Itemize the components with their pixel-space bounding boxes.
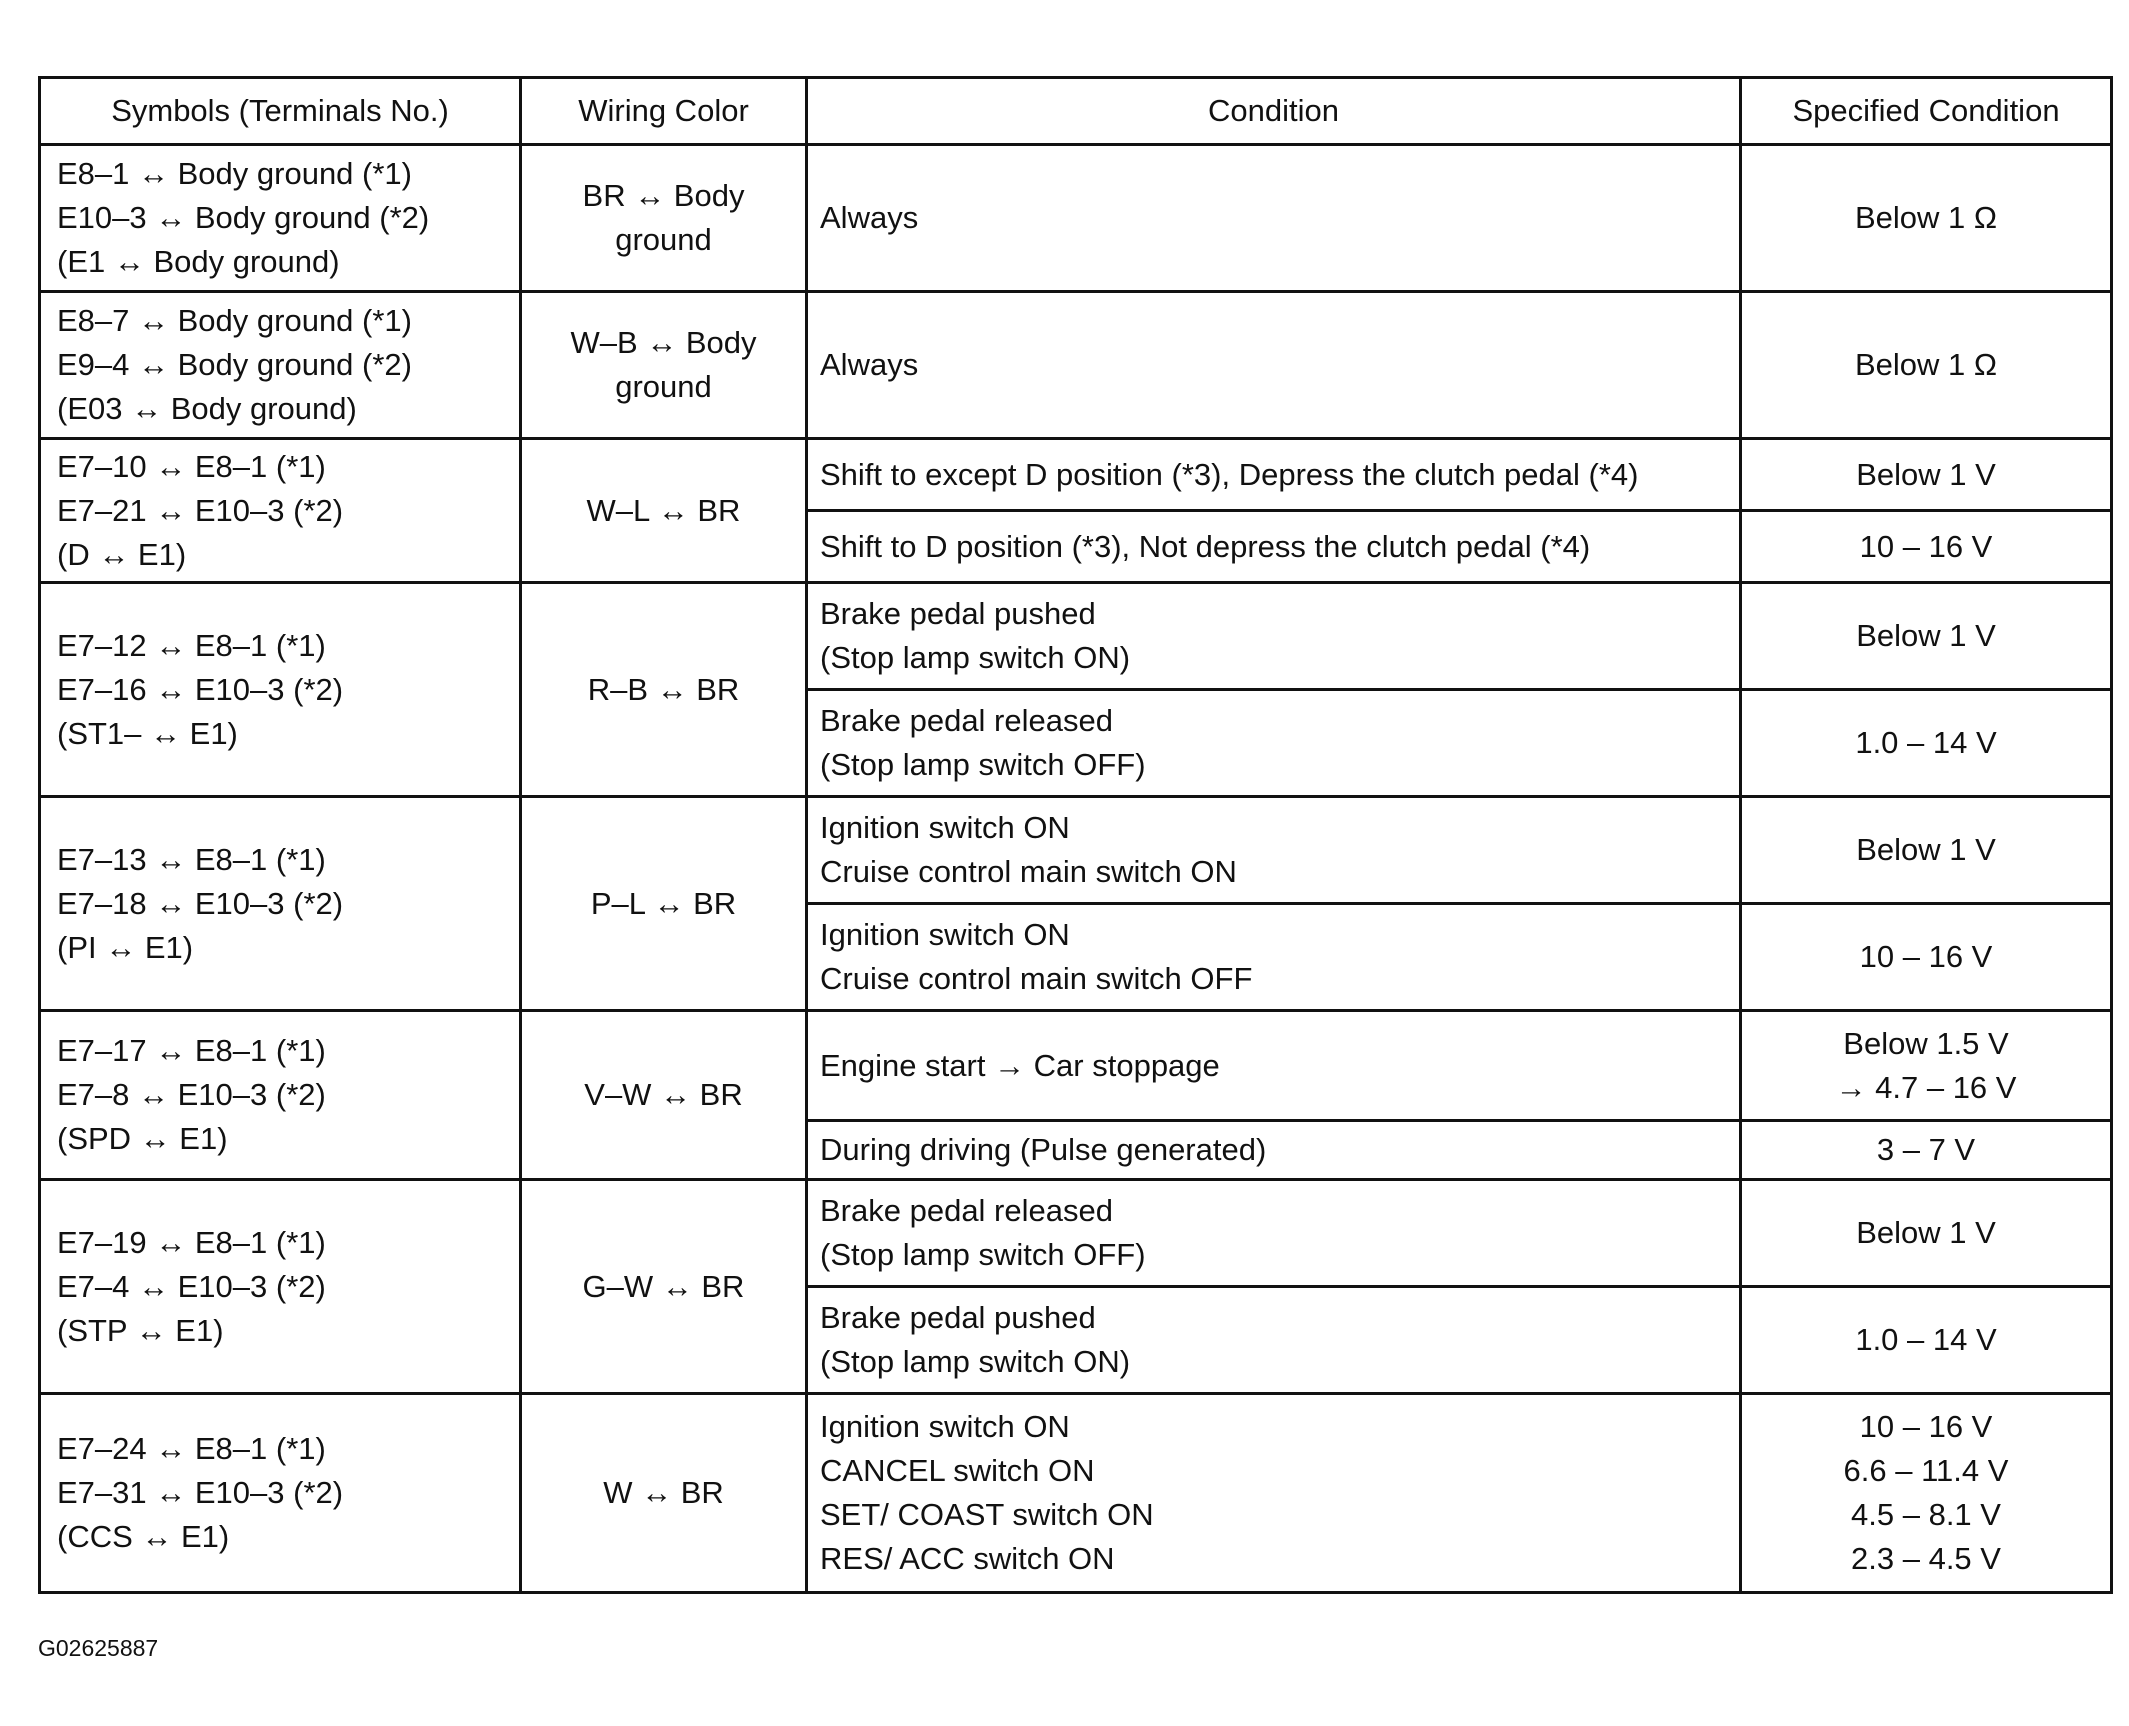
symbol-line: E7–24 ↔ E8–1 (*1) [57,1431,326,1466]
symbols-cell [40,439,521,583]
spec-line: 4.5 – 8.1 V [1851,1497,2001,1532]
symbols-cell [40,145,521,292]
table-row [40,1180,2112,1287]
condition-line: Brake pedal pushed [820,596,1096,631]
specified-condition-cell [1741,1180,2112,1287]
condition-line: (Stop lamp switch ON) [820,1344,1131,1379]
table-row [40,145,2112,292]
condition-line: Always [820,347,919,382]
symbol-line: (SPD ↔ E1) [57,1121,228,1156]
specified-condition-cell [1741,690,2112,797]
specified-condition-cell [1741,1394,2112,1593]
specified-condition-cell [1741,1121,2112,1180]
symbol-line: (D ↔ E1) [57,536,187,572]
spec-line: Below 1 V [1856,618,1996,653]
condition-cell [807,1011,1741,1121]
condition-line: (Stop lamp switch ON) [820,640,1131,675]
condition-line: RES/ ACC switch ON [820,1541,1115,1576]
spec-line: Below 1 Ω [1854,347,1998,382]
symbol-line: E8–7 ↔ Body ground (*1) [57,303,412,338]
spec-line: 6.6 – 11.4 V [1843,1453,2009,1488]
condition-line: Shift to D position (*3), Not depress the clutch pedal (*4) [820,528,1591,564]
symbol-line: (ST1– ↔ E1) [57,715,238,751]
condition-cell [807,292,1741,439]
symbols-cell [40,1394,521,1593]
header-wiring-color: Wiring Color [521,78,807,145]
symbol-line: E7–4 ↔ E10–3 (*2) [57,1268,326,1304]
symbol-line: E7–21 ↔ E10–3 (*2) [57,492,344,528]
condition-line: Ignition switch ON [820,917,1070,952]
symbol-line: E8–1 ↔ Body ground (*1) [57,156,412,191]
condition-line: (Stop lamp switch OFF) [820,1237,1146,1272]
symbol-line: E7–18 ↔ E10–3 (*2) [57,885,344,921]
wiring-color-cell [521,1180,807,1394]
spec-line: 10 – 16 V [1859,528,1993,564]
symbol-line: (CCS ↔ E1) [57,1519,230,1554]
spec-line: Below 1 V [1856,1215,1996,1250]
spec-line: 10 – 16 V [1859,939,1993,974]
condition-cell [807,583,1741,690]
condition-line: CANCEL switch ON [820,1453,1095,1488]
condition-line: Engine start → Car stoppage [820,1047,1220,1083]
symbol-line: E10–3 ↔ Body ground (*2) [57,200,430,235]
symbol-line: E7–16 ↔ E10–3 (*2) [57,671,344,707]
wiring-line: BR ↔ Body [582,178,745,213]
spec-line: 2.3 – 4.5 V [1851,1541,2001,1576]
spec-line: 1.0 – 14 V [1855,725,1997,760]
condition-cell [807,145,1741,292]
symbols-cell [40,583,521,797]
table-row [40,797,2112,904]
wiring-color-cell [521,292,807,439]
condition-cell [807,1121,1741,1180]
symbols-cell [40,1011,521,1180]
wiring-line: W–B ↔ Body [570,325,757,360]
symbol-line: E7–10 ↔ E8–1 (*1) [57,448,326,484]
symbols-cell [40,292,521,439]
table-row [40,583,2112,690]
wiring-line: P–L ↔ BR [590,885,737,921]
condition-cell [807,511,1741,583]
spec-line: Below 1 V [1856,832,1996,867]
condition-line: Brake pedal released [820,703,1113,738]
wiring-color-cell [521,1011,807,1180]
symbol-line: E9–4 ↔ Body ground (*2) [57,347,412,382]
condition-cell [807,1287,1741,1394]
wiring-line: W–L ↔ BR [586,492,741,528]
specified-condition-cell [1741,904,2112,1011]
spec-line: Below 1.5 V [1843,1025,2009,1061]
specified-condition-cell [1741,1287,2112,1394]
condition-line: SET/ COAST switch ON [820,1497,1154,1532]
condition-line: Ignition switch ON [820,810,1070,845]
wiring-color-cell [521,583,807,797]
specified-condition-cell [1741,511,2112,583]
specified-condition-cell [1741,292,2112,439]
condition-line: Ignition switch ON [820,1409,1070,1444]
condition-line: Shift to except D position (*3), Depress the clutch pedal (*4) [820,456,1639,492]
spec-line: 10 – 16 V [1859,1409,1993,1444]
symbol-line: E7–8 ↔ E10–3 (*2) [57,1077,326,1112]
condition-cell [807,439,1741,511]
symbol-line: (E03 ↔ Body ground) [57,391,357,426]
terminal-inspection-table [38,76,2113,1594]
figure-id-label: G02625887 [38,1635,159,1661]
condition-cell [807,797,1741,904]
table-row [40,1011,2112,1121]
wiring-color-cell [521,1394,807,1593]
wiring-line: R–B ↔ BR [587,671,740,707]
condition-cell [807,1180,1741,1287]
condition-line: Cruise control main switch OFF [820,961,1253,996]
condition-cell [807,904,1741,1011]
specified-condition-cell [1741,1011,2112,1121]
table-row [40,439,2112,511]
condition-line: Cruise control main switch ON [820,854,1237,889]
spec-line: 3 – 7 V [1876,1132,1976,1167]
condition-line: (Stop lamp switch OFF) [820,747,1146,782]
symbol-line: E7–13 ↔ E8–1 (*1) [57,841,326,877]
condition-line: Brake pedal pushed [820,1300,1096,1335]
specified-condition-cell [1741,797,2112,904]
header-condition: Condition [807,78,1741,145]
header-specified-condition: Specified Condition [1741,78,2112,145]
condition-cell [807,690,1741,797]
wiring-line: G–W ↔ BR [582,1268,745,1304]
spec-line: Below 1 Ω [1854,200,1998,235]
specified-condition-cell [1741,583,2112,690]
wiring-color-cell [521,797,807,1011]
table-row [40,292,2112,439]
spec-line: → 4.7 – 16 V [1835,1069,2017,1105]
condition-line: Brake pedal released [820,1193,1113,1228]
wiring-color-cell [521,145,807,292]
specified-condition-cell [1741,145,2112,292]
condition-cell [807,1394,1741,1593]
spec-line: 1.0 – 14 V [1855,1322,1997,1357]
header-row [40,78,2112,145]
symbol-line: E7–31 ↔ E10–3 (*2) [57,1475,344,1510]
wiring-color-cell [521,439,807,583]
symbol-line: (STP ↔ E1) [57,1312,224,1348]
header-symbols: Symbols (Terminals No.) [40,78,521,145]
condition-line: Always [820,200,919,235]
symbol-line: E7–12 ↔ E8–1 (*1) [57,627,326,663]
symbol-line: (PI ↔ E1) [57,929,194,965]
wiring-line: V–W ↔ BR [584,1077,743,1112]
symbol-line: E7–19 ↔ E8–1 (*1) [57,1224,326,1260]
specified-condition-cell [1741,439,2112,511]
symbols-cell [40,797,521,1011]
wiring-line: ground [615,222,712,257]
symbol-line: (E1 ↔ Body ground) [57,244,340,279]
symbol-line: E7–17 ↔ E8–1 (*1) [57,1033,326,1068]
symbols-cell [40,1180,521,1394]
table-row [40,1394,2112,1593]
wiring-line: W ↔ BR [603,1475,724,1510]
condition-line: During driving (Pulse generated) [820,1132,1267,1167]
spec-line: Below 1 V [1856,456,1996,492]
wiring-line: ground [615,369,712,404]
